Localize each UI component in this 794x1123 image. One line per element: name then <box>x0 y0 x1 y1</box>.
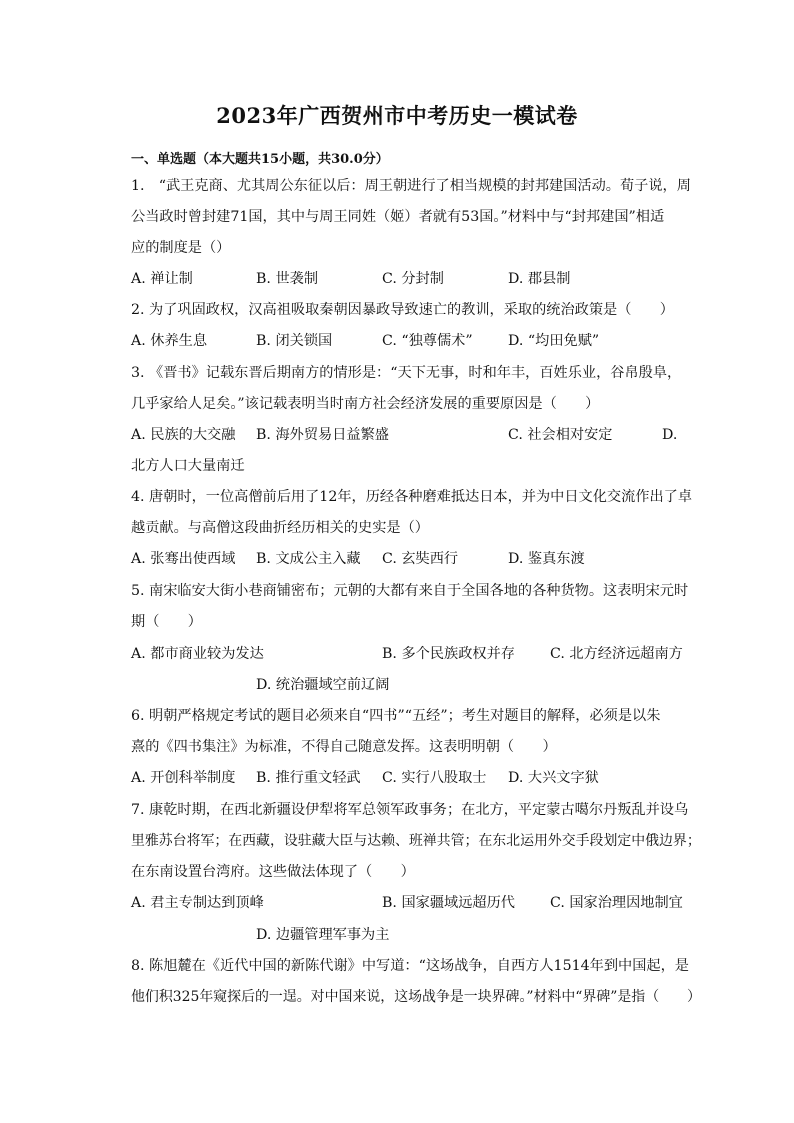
question-2-option-a: A. 休养生息 <box>131 333 208 349</box>
question-5-option-b: B. 多个民族政权并存 <box>382 646 515 662</box>
question-1-option-c: C. 分封制 <box>382 271 444 287</box>
question-3-option-d: D. <box>662 427 678 443</box>
question-3-option-b: B. 海外贸易日益繁盛 <box>256 427 389 443</box>
question-5-option-a: A. 都市商业较为发达 <box>131 646 264 662</box>
question-5-line-1: 5. 南宋临安大街小巷商铺密布；元朝的大都有来自于全国各地的各种货物。这表明宋元时 <box>131 583 689 599</box>
question-6-option-d: D. 大兴文字狱 <box>508 770 599 786</box>
question-5-option-c: C. 北方经济远超南方 <box>550 646 683 662</box>
question-4-option-d: D. 鉴真东渡 <box>508 551 585 567</box>
question-4-option-b: B. 文成公主入藏 <box>256 551 361 567</box>
question-7-option-c: C. 国家治理因地制宜 <box>550 895 683 911</box>
question-1-line-2: 公当政时曾封建71国，其中与周王同姓（姬）者就有53国。”材料中与“封邦建国”相适 <box>131 209 665 225</box>
question-1-line-1: 1. “武王克商、尤其周公东征以后：周王朝进行了相当规模的封邦建国活动。荀子说，周 <box>131 178 691 194</box>
question-3-line-2: 几乎家给人足矣。”该记载表明当时南方社会经济发展的重要原因是（ ） <box>131 396 600 412</box>
question-2-line-1: 2. 为了巩固政权，汉高祖吸取秦朝因暴政导致速亡的教训，采取的统治政策是（ ） <box>131 302 674 318</box>
question-6-option-b: B. 推行重文轻武 <box>256 770 361 786</box>
section-heading: 一、单选题（本大题共15小题，共30.0分） <box>131 152 389 167</box>
question-5-line-2: 期（ ） <box>131 614 202 630</box>
question-4-option-c: C. 玄奘西行 <box>382 551 459 567</box>
question-3-option-a: A. 民族的大交融 <box>131 427 236 443</box>
question-6-line-1: 6. 明朝严格规定考试的题目必须来自“四书”“五经”；考生对题目的解释，必须是以朱 <box>131 708 661 724</box>
question-4-line-2: 越贡献。与高僧这段曲折经历相关的史实是（） <box>131 520 429 536</box>
exam-title: 2023年广西贺州市中考历史一模试卷 <box>216 103 578 128</box>
question-7-option-b: B. 国家疆域远超历代 <box>382 895 515 911</box>
question-4-option-a: A. 张骞出使西域 <box>131 551 236 567</box>
question-2-option-d: D. “均田免赋” <box>508 333 600 349</box>
question-1-line-3: 应的制度是（） <box>131 240 231 256</box>
question-3-option-c: C. 社会相对安定 <box>508 427 613 443</box>
question-8-line-2: 他们积325年窥探后的一逞。对中国来说，这场战争是一块界碑。”材料中“界碑”是指（ ） <box>131 989 701 1005</box>
question-5-option-d: D. 统治疆域空前辽阔 <box>256 677 390 693</box>
question-1-option-a: A. 禅让制 <box>131 271 193 287</box>
question-7-option-d: D. 边疆管理军事为主 <box>256 927 390 943</box>
question-2-option-c: C. “独尊儒术” <box>382 333 473 349</box>
question-1-option-d: D. 郡县制 <box>508 271 571 287</box>
question-2-option-b: B. 闭关锁国 <box>256 333 333 349</box>
question-4-line-1: 4. 唐朝时，一位高僧前后用了12年，历经各种磨难抵达日本，并为中日文化交流作出了卓 <box>131 489 693 505</box>
question-6-line-2: 熹的《四书集注》为标准，不得自己随意发挥。这表明明朝（ ） <box>131 739 557 755</box>
question-3-line-1: 3. 《晋书》记载东晋后期南方的情形是：“天下无事，时和年丰，百姓乐业，谷帛殷阜， <box>131 365 682 381</box>
question-6-option-c: C. 实行八股取士 <box>382 770 487 786</box>
question-1-option-b: B. 世袭制 <box>256 271 319 287</box>
question-7-option-a: A. 君主专制达到顶峰 <box>131 895 264 911</box>
question-7-line-1: 7. 康乾时期，在西北新疆设伊犁将军总领军政事务；在北方，平定蒙古噶尔丹叛乱并设乌 <box>131 802 689 818</box>
question-3-option-d-text: 北方人口大量南迁 <box>131 458 245 474</box>
question-6-option-a: A. 开创科举制度 <box>131 770 236 786</box>
question-7-line-2: 里雅苏台将军；在西藏，设驻藏大臣与达赖、班禅共管；在东北运用外交手段划定中俄边界； <box>131 833 701 849</box>
question-7-line-3: 在东南设置台湾府。这些做法体现了（ ） <box>131 864 415 880</box>
question-8-line-1: 8. 陈旭麓在《近代中国的新陈代谢》中写道：“这场战争，自西方人1514年到中国起，是 <box>131 958 689 974</box>
